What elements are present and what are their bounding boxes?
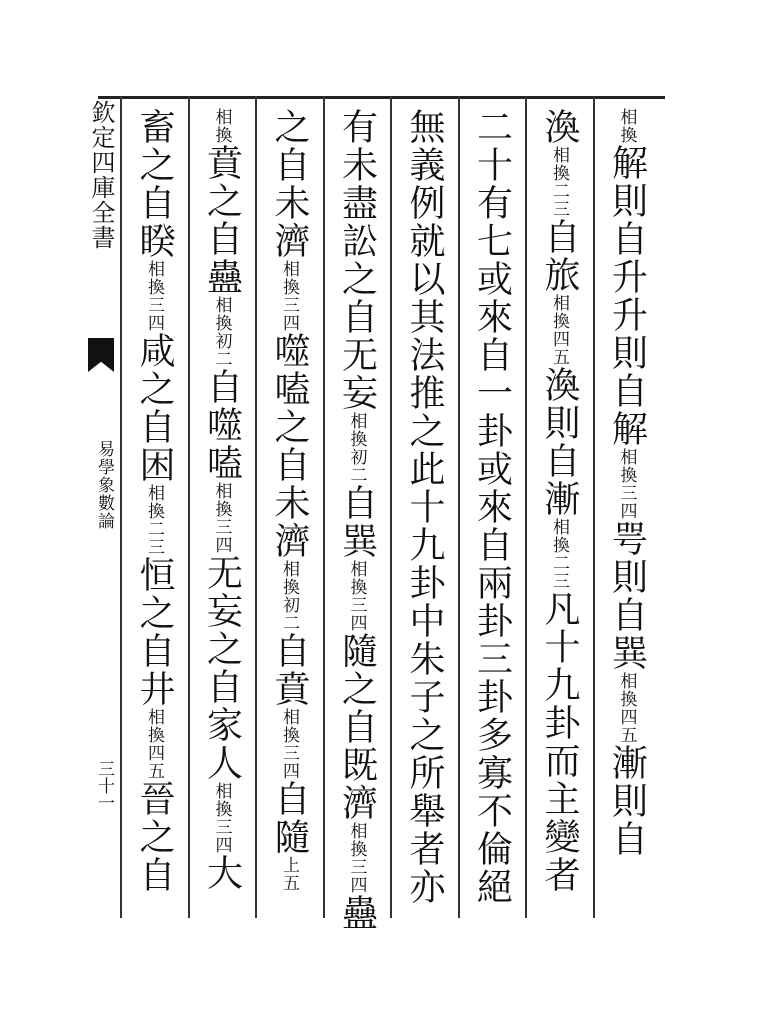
- main-text: 渙則自漸: [539, 366, 580, 518]
- text-column: [534, 108, 584, 894]
- annotation: 相換三四: [279, 260, 299, 332]
- annotation: 相換三四: [211, 782, 232, 854]
- annotation: 相換四五: [616, 672, 637, 744]
- column-rule: [120, 96, 122, 918]
- annotation: 上五: [279, 856, 299, 892]
- annotation: 相換四五: [549, 294, 569, 366]
- main-text: 無義例就以其法推之此十九卦中朱子之所舉者亦: [404, 108, 445, 906]
- main-text: 咸之自困: [134, 332, 175, 484]
- column-rule: [593, 96, 595, 918]
- main-text: 自旅: [539, 218, 580, 294]
- annotation: 相換二三: [549, 146, 569, 218]
- text-column: [399, 108, 449, 906]
- annotation: 相換初二: [279, 560, 299, 632]
- main-text: 自賁: [269, 632, 310, 708]
- main-text: 晉之自: [134, 780, 175, 894]
- column-rule: [188, 96, 190, 918]
- main-text: 畜之自睽: [134, 108, 175, 260]
- main-text: 賁之自蠱: [201, 144, 243, 296]
- main-text: 无妄之自家人: [201, 554, 243, 782]
- annotation: 相換三四: [279, 708, 299, 780]
- main-text: 有未盡訟之自无妄: [336, 108, 378, 412]
- column-rule: [255, 96, 257, 918]
- margin-page-number: 三十一: [94, 760, 114, 811]
- main-text: 噬嗑之自未濟: [269, 332, 310, 560]
- main-text: 漸則自: [606, 744, 648, 858]
- main-text: 解則自升升則自解: [606, 144, 648, 448]
- main-text: 渙: [539, 108, 580, 146]
- main-text: 自巽: [336, 484, 378, 560]
- annotation: 相換三四: [144, 260, 164, 332]
- text-column: [197, 108, 247, 892]
- annotation: 相換三四: [211, 482, 232, 554]
- main-text: 恒之自井: [134, 556, 175, 708]
- annotation: 相換三四: [616, 448, 637, 520]
- annotation: 相換二三: [549, 518, 569, 590]
- margin-book-title: 易學象數論: [94, 440, 114, 530]
- annotation: 相換三四: [346, 560, 367, 632]
- main-text: 大: [201, 854, 243, 892]
- text-column: [602, 108, 652, 858]
- annotation: 相換四五: [144, 708, 164, 780]
- main-text: 蠱: [336, 894, 378, 932]
- column-rule: [390, 96, 392, 918]
- text-column: [332, 108, 382, 932]
- text-column: [129, 108, 179, 894]
- text-column: [467, 108, 517, 906]
- annotation: 相換初二: [211, 296, 232, 368]
- main-text: 之自未濟: [269, 108, 310, 260]
- main-text: 自隨: [269, 780, 310, 856]
- text-column: [264, 108, 314, 892]
- main-text: 自噬嗑: [201, 368, 243, 482]
- annotation: 相換初二: [346, 412, 367, 484]
- margin-title: 欽定四庫全書: [87, 100, 115, 250]
- column-rule: [525, 96, 527, 918]
- main-text: 隨之自既濟: [336, 632, 378, 822]
- annotation: 相換二三: [144, 484, 164, 556]
- main-text: 凡十九卦而主變者: [539, 590, 580, 894]
- column-rule: [323, 96, 325, 918]
- column-rule: [458, 96, 460, 918]
- main-text: 咢則自巽: [606, 520, 648, 672]
- annotation: 相換: [211, 108, 232, 144]
- annotation: 相換三四: [346, 822, 367, 894]
- annotation: 相換: [616, 108, 637, 144]
- main-text: 二十有七或來自一卦或來自兩卦三卦多寡不倫絕: [471, 108, 513, 906]
